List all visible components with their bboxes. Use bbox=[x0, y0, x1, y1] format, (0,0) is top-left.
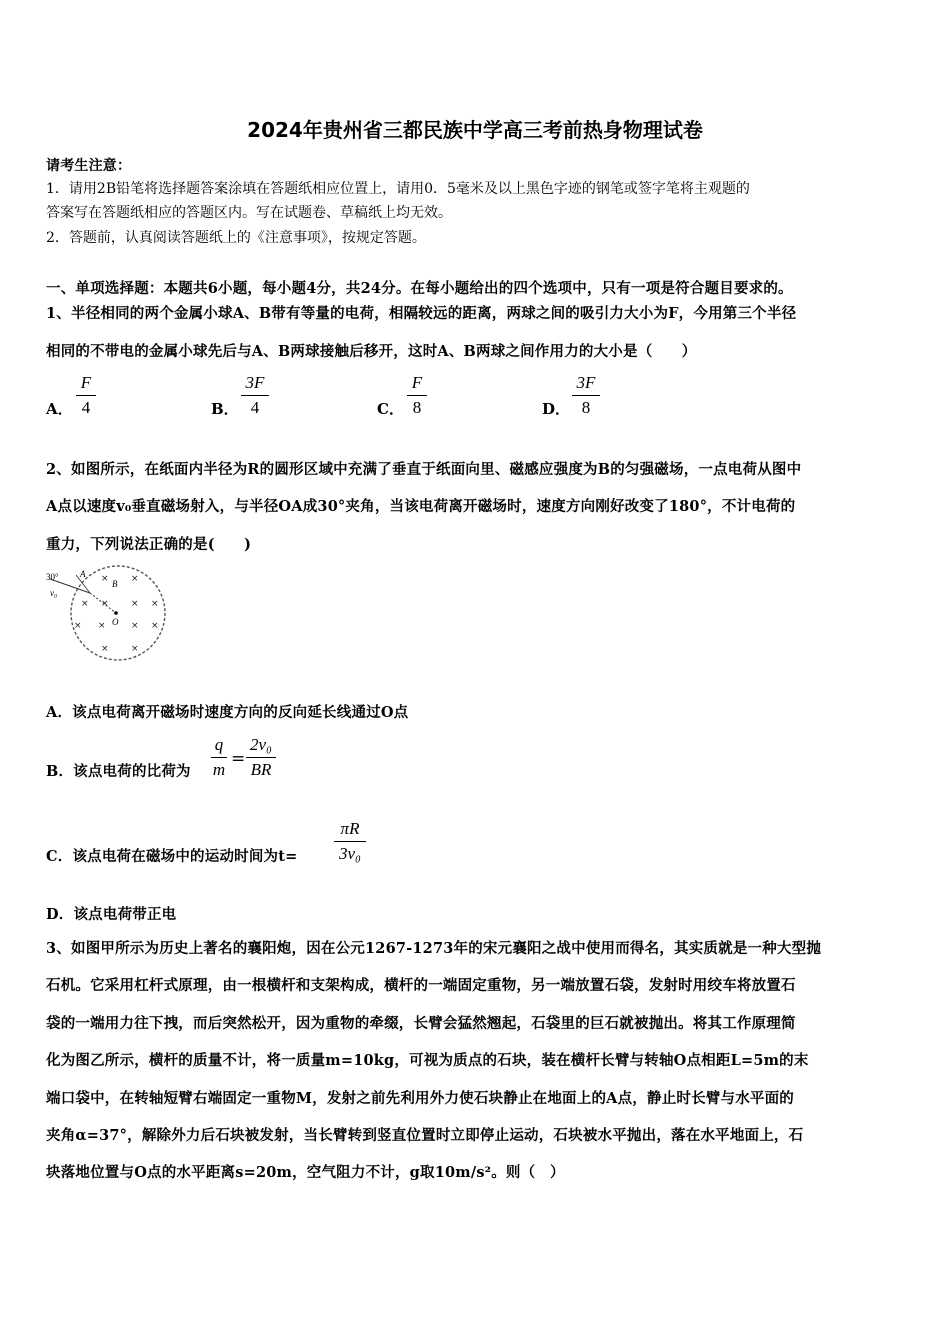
q1-line-1: 1、半径相同的两个金属小球A、B带有等量的电荷，相隔较远的距离，两球之间的吸引力大小为F，今用第三个半径 bbox=[46, 305, 797, 322]
frac-numerator: F bbox=[80, 373, 92, 392]
q1-option-b-label: B． bbox=[211, 400, 239, 418]
q3-line-1: 3、如图甲所示为历史上著名的襄阳炮，因在公元1267-1273年的宋元襄阳之战中使用而得名，其实质就是一种大型抛 bbox=[46, 940, 822, 957]
center-point bbox=[114, 611, 118, 615]
q3-line-3: 袋的一端用力往下拽，而后突然松开，因为重物的牵缀，长臂会猛然翘起，石袋里的巨石就被抛出。将其工作原理简 bbox=[46, 1015, 796, 1032]
field-cross: × bbox=[98, 621, 106, 631]
frac-denominator: 4 bbox=[250, 398, 260, 417]
field-cross: × bbox=[131, 644, 139, 654]
notice-line-2: 答案写在答题纸相应的答题区内。写在试题卷、草稿纸上均无效。 bbox=[46, 205, 452, 221]
q2-option-b: B．该点电荷的比荷为 bbox=[46, 763, 191, 780]
field-cross: × bbox=[151, 599, 159, 609]
field-cross: × bbox=[101, 599, 109, 609]
field-cross: × bbox=[81, 599, 89, 609]
section-heading: 一、单项选择题：本题共6小题，每小题4分，共24分。在每小题给出的四个选项中，只有一项是符合题目要求的。 bbox=[46, 280, 793, 297]
frac-denominator: 8 bbox=[581, 398, 591, 417]
velocity-label: v₀ bbox=[50, 588, 58, 598]
field-b-label: B bbox=[112, 579, 118, 589]
q1-option-c-label: C． bbox=[377, 400, 404, 418]
notice-line-3: 2．答题前，认真阅读答题纸上的《注意事项》，按规定答题。 bbox=[46, 230, 426, 246]
frac-numerator: πR bbox=[340, 819, 360, 838]
field-cross: × bbox=[101, 644, 109, 654]
q2-line-1: 2、如图所示，在纸面内半径为R的圆形区域中充满了垂直于纸面向里、磁感应强度为B的匀强磁场，一点电荷从图中 bbox=[46, 461, 802, 478]
field-cross: × bbox=[131, 574, 139, 584]
field-cross: × bbox=[151, 621, 159, 631]
q1-option-d-label: D． bbox=[542, 400, 571, 418]
frac-numerator: q bbox=[214, 735, 224, 754]
q1-option-b-fraction bbox=[241, 373, 269, 418]
q2-option-b-rhs bbox=[246, 735, 276, 780]
q2-option-d: D．该点电荷带正电 bbox=[46, 906, 177, 923]
frac-denominator: m bbox=[212, 760, 226, 779]
angle-label: 30° bbox=[46, 572, 59, 582]
magnetic-field-figure bbox=[46, 565, 176, 667]
frac-denominator: 4 bbox=[81, 398, 91, 417]
field-cross: × bbox=[101, 574, 109, 584]
q1-option-d-fraction bbox=[572, 373, 600, 418]
q2-option-b-lhs bbox=[211, 735, 227, 780]
page-title: 2024年贵州省三都民族中学高三考前热身物理试卷 bbox=[247, 118, 703, 142]
q1-option-a-fraction bbox=[76, 373, 96, 418]
q3-line-5: 端口袋中，在转轴短臂右端固定一重物M，发射之前先利用外力使石块静止在地面上的A点，静止时长臂与水平面的 bbox=[46, 1090, 794, 1107]
field-cross: × bbox=[131, 599, 139, 609]
frac-denominator: 8 bbox=[412, 398, 422, 417]
q3-line-2: 石机。它采用杠杆式原理，由一根横杆和支架构成，横杆的一端固定重物，另一端放置石袋，发射时用绞车将放置石 bbox=[46, 977, 796, 994]
frac-numerator: 3F bbox=[245, 373, 265, 392]
q3-line-6: 夹角α=37°，解除外力后石块被发射，当长臂转到竖直位置时立即停止运动，石块被水平抛出，落在水平地面上，石 bbox=[46, 1127, 804, 1144]
point-a-label: A bbox=[80, 569, 86, 579]
q2-option-c: C．该点电荷在磁场中的运动时间为t= bbox=[46, 848, 298, 865]
field-circle bbox=[71, 566, 165, 660]
q1-option-a-label: A． bbox=[46, 400, 73, 418]
q2-line-3: 重力，下列说法正确的是( ) bbox=[46, 536, 252, 553]
q1-line-2: 相同的不带电的金属小球先后与A、B两球接触后移开，这时A、B两球之间作用力的大小是（ ） bbox=[46, 343, 697, 360]
field-cross: × bbox=[74, 621, 82, 631]
frac-numerator: 2v₀ bbox=[250, 735, 272, 754]
frac-denominator: BR bbox=[250, 760, 272, 779]
q1-option-c-fraction bbox=[407, 373, 427, 418]
frac-denominator: 3v₀ bbox=[339, 844, 361, 863]
q3-line-7: 块落地位置与O点的水平距离s=20m，空气阻力不计，g取10m/s²。则（ ） bbox=[46, 1164, 565, 1181]
center-o-label: O bbox=[112, 617, 119, 627]
frac-numerator: F bbox=[411, 373, 423, 392]
q2-line-2: A点以速度v₀垂直磁场射入，与半径OA成30°夹角，当该电荷离开磁场时，速度方向刚好改变了180°，不计电荷的 bbox=[46, 498, 796, 515]
notice-heading: 请考生注意： bbox=[46, 158, 132, 174]
field-cross: × bbox=[131, 621, 139, 631]
q2-option-c-fraction bbox=[334, 819, 366, 864]
notice-line-1: 1．请用2B铅笔将选择题答案涂填在答题纸相应位置上，请用0．5毫米及以上黑色字迹的钢笔或签字笔将主观题的 bbox=[46, 181, 750, 197]
q2-option-a: A．该点电荷离开磁场时速度方向的反向延长线通过O点 bbox=[46, 704, 409, 721]
q2-option-b-equals: = bbox=[231, 749, 246, 769]
frac-numerator: 3F bbox=[576, 373, 596, 392]
q3-line-4: 化为图乙所示，横杆的质量不计，将一质量m=10kg，可视为质点的石块，装在横杆长臂与转轴O点相距L=5m的末 bbox=[46, 1052, 809, 1069]
